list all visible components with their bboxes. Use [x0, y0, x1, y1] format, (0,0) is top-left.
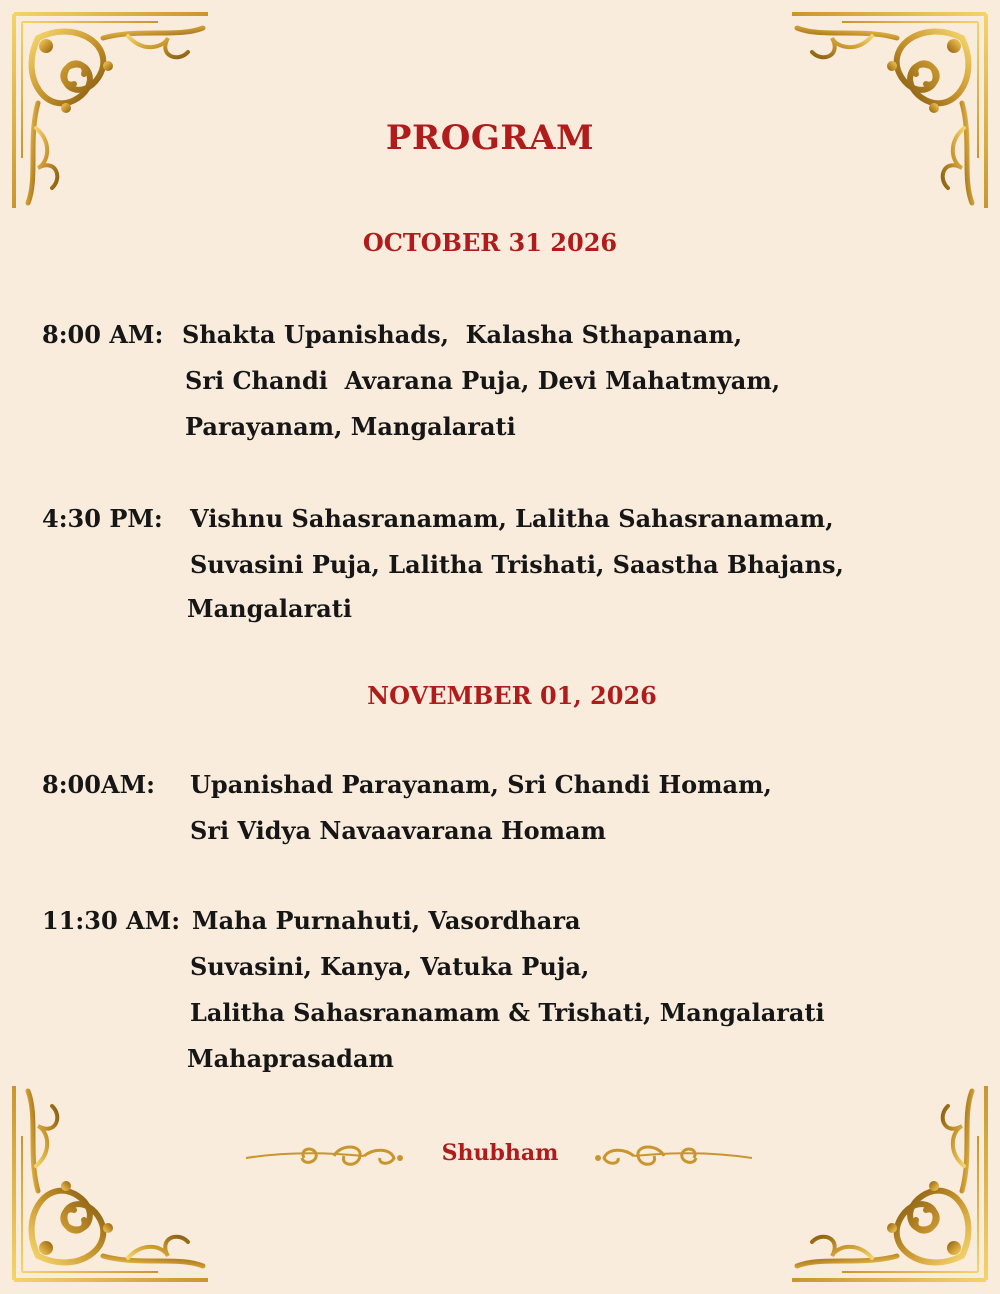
entry-line: Mahaprasadam: [187, 1044, 394, 1073]
entry-time: 11:30 AM:: [42, 906, 181, 935]
corner-ornament-top-right-icon: [782, 8, 992, 218]
day-heading-october: OCTOBER 31 2026: [362, 228, 618, 257]
entry-line: Vishnu Sahasranamam, Lalitha Sahasranamam,: [190, 504, 834, 533]
corner-ornament-top-left-icon: [8, 8, 218, 218]
corner-ornament-bottom-left-icon: [8, 1076, 218, 1286]
entry-line: Maha Purnahuti, Vasordhara: [192, 906, 581, 935]
entry-line: Upanishad Parayanam, Sri Chandi Homam,: [190, 770, 772, 799]
gold-flourish-right-icon: [594, 1142, 754, 1172]
page-title: PROGRAM: [385, 118, 595, 158]
entry-line: Suvasini, Kanya, Vatuka Puja,: [190, 952, 590, 981]
entry-line: Parayanam, Mangalarati: [185, 412, 516, 441]
entry-time: 8:00 AM:: [42, 320, 164, 349]
entry-line: Sri Vidya Navaavarana Homam: [190, 816, 607, 845]
gold-flourish-left-icon: [244, 1142, 404, 1172]
entry-line: Mangalarati: [187, 594, 352, 623]
day-heading-november: NOVEMBER 01, 2026: [367, 681, 657, 710]
entry-line: Lalitha Sahasranamam & Trishati, Mangalarati: [190, 998, 825, 1027]
corner-ornament-bottom-right-icon: [782, 1076, 992, 1286]
footer-text: Shubham: [441, 1140, 559, 1166]
entry-time: 8:00AM:: [42, 770, 156, 799]
entry-line: Sri Chandi Avarana Puja, Devi Mahatmyam,: [185, 366, 781, 395]
entry-line: Suvasini Puja, Lalitha Trishati, Saastha Bhajans,: [190, 550, 844, 579]
entry-line: Shakta Upanishads, Kalasha Sthapanam,: [182, 320, 743, 349]
footer: [0, 1138, 1000, 1178]
entry-time: 4:30 PM:: [42, 504, 163, 533]
